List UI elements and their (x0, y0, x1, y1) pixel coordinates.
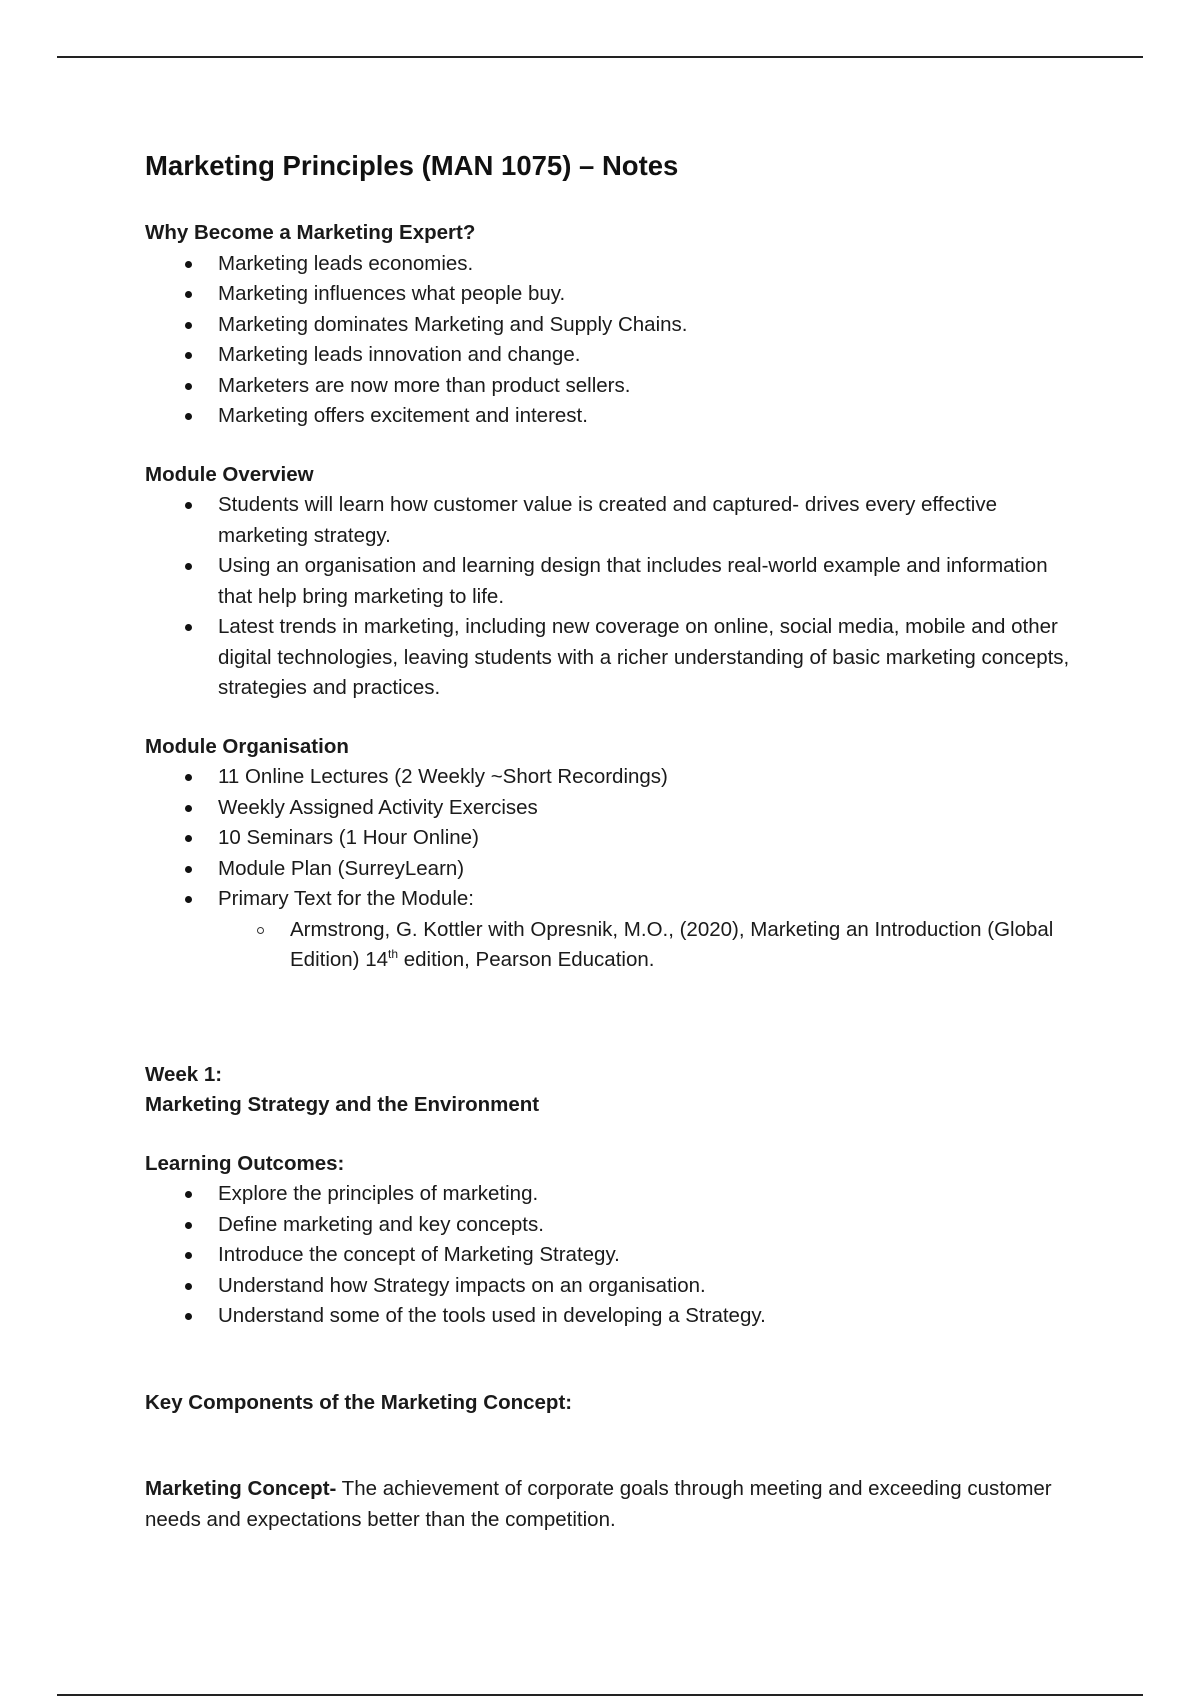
list-item: Marketing leads innovation and change. (145, 340, 1075, 371)
outcomes-heading: Learning Outcomes: (145, 1151, 345, 1175)
edition-suffix: th (388, 947, 399, 962)
list-item: Marketers are now more than product sellers. (145, 371, 1075, 402)
list-item: Understand how Strategy impacts on an organisation. (145, 1271, 1075, 1302)
list-item: 10 Seminars (1 Hour Online) (145, 823, 1075, 854)
list-item: 11 Online Lectures (2 Weekly ~Short Recordings) (145, 762, 1075, 793)
list-item: Weekly Assigned Activity Exercises (145, 793, 1075, 824)
list-item: Explore the principles of marketing. (145, 1179, 1075, 1210)
outcomes-list (145, 1179, 1075, 1332)
list-item: Define marketing and key concepts. (145, 1210, 1075, 1241)
overview-list (145, 490, 1075, 704)
why-expert-list (145, 249, 1075, 432)
primary-text-reference (145, 915, 1075, 976)
week-title: Marketing Strategy and the Environment (145, 1093, 540, 1116)
list-item: Marketing offers excitement and interest. (145, 401, 1075, 432)
reference-text-end: edition, Pearson Education. (398, 948, 655, 971)
key-components-heading: Key Components of the Marketing Concept: (145, 1390, 573, 1414)
list-item: Marketing influences what people buy. (145, 279, 1075, 310)
list-item: Marketing dominates Marketing and Supply Chains. (145, 310, 1075, 341)
organisation-heading: Module Organisation (145, 734, 349, 758)
overview-heading: Module Overview (145, 462, 314, 486)
organisation-list (145, 762, 1075, 915)
document-body (145, 148, 1075, 1535)
marketing-concept-definition (145, 1474, 1075, 1535)
list-item: Using an organisation and learning design that includes real-world example and information that help bring marketing to life. (145, 551, 1075, 612)
list-item: Primary Text for the Module: (145, 884, 1075, 915)
list-item: Marketing leads economies. (145, 249, 1075, 280)
reference-text: Armstrong, G. Kottler with Opresnik, M.O., (2020), Marketing an Introduction (Global Edition) 14 (290, 917, 1054, 971)
list-item: Understand some of the tools used in developing a Strategy. (145, 1301, 1075, 1332)
document-title: Marketing Principles (MAN 1075) – Notes (145, 150, 679, 181)
bottom-rule (57, 1694, 1143, 1696)
why-expert-heading: Why Become a Marketing Expert? (145, 221, 476, 244)
list-item: Introduce the concept of Marketing Strategy. (145, 1240, 1075, 1271)
list-item: Students will learn how customer value is created and captured- drives every effective marketing strategy. (145, 490, 1075, 551)
definition-term: Marketing Concept- (145, 1477, 337, 1500)
primary-text-sublist (145, 915, 1075, 976)
list-item: Latest trends in marketing, including new coverage on online, social media, mobile and other digital technologies, leaving students with a richer understanding of basic marketing concepts, strategies and practices. (145, 612, 1075, 704)
definition-text: The achievement of corporate goals through meeting and exceeding customer needs and expectations better than the competition. (145, 1477, 1052, 1531)
list-item: Module Plan (SurreyLearn) (145, 854, 1075, 885)
top-rule (57, 56, 1143, 58)
week-label: Week 1: (145, 1062, 223, 1086)
